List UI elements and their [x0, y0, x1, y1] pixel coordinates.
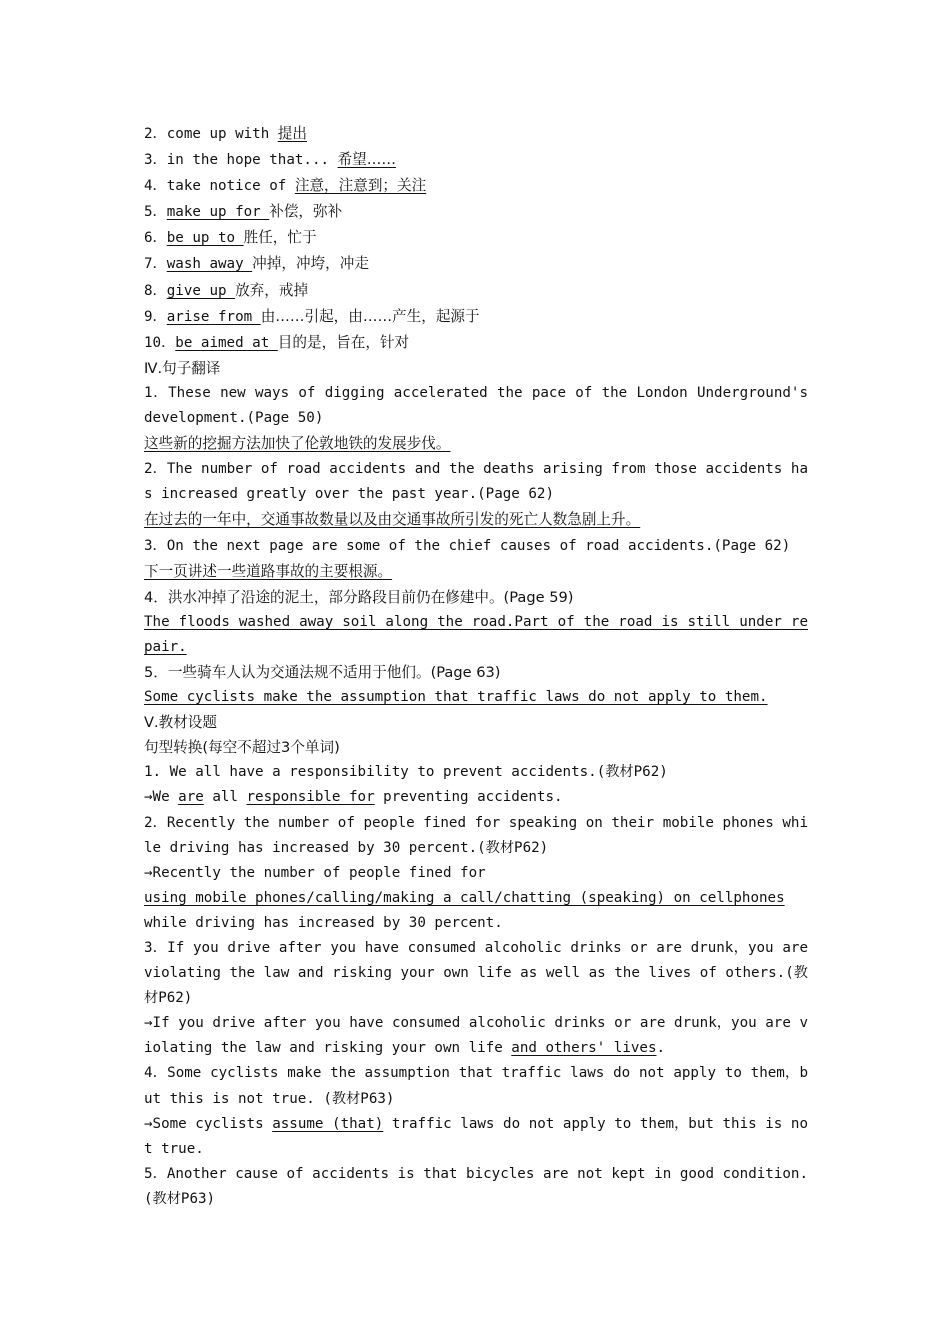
phrase-answer: wash away	[166, 256, 253, 273]
phrase-answer: arise from	[166, 308, 261, 325]
phrase-answer: give up	[166, 282, 236, 299]
rewrite-question: 2．Recently the number of people fined for speaking on their mobile phones while driving has increased by 30 percent.(教材P62)	[144, 814, 808, 856]
translation-answer: The floods washed away soil along the road.Part of the road is still under repair.	[144, 613, 808, 655]
section-heading: Ⅴ.教材设题	[144, 714, 217, 732]
document-page	[144, 121, 808, 1212]
answer-blank: using mobile phones/calling/making a call/chatting (speaking) on cellphones	[144, 889, 785, 906]
rewrite-answer: →We are all responsible for preventing accidents.	[144, 789, 563, 806]
rewrite-answer: →If you drive after you have consumed alcoholic drinks or are drunk，you are violating the law and risking your own life and others' lives.	[144, 1015, 808, 1057]
phrase-answer: 注意，注意到；关注	[294, 177, 427, 195]
answer-blank: and others' lives	[511, 1040, 657, 1057]
phrase-answer: make up for	[166, 204, 270, 221]
translation-question: 5．一些骑车人认为交通法规不适用于他们。(Page 63)	[144, 663, 501, 681]
phrase-item: 9．arise from 由……引起，由……产生，起源于	[144, 307, 480, 325]
translation-question: 4．洪水冲掉了沿途的泥土，部分路段目前仍在修建中。(Page 59)	[144, 588, 574, 606]
answer-blank: are	[178, 789, 204, 806]
rewrite-question: 3．If you drive after you have consumed alcoholic drinks or are drunk，you are violating the law and risking your own life as well as the lives of others.(教材P62)	[144, 940, 808, 1007]
translation-answer: 这些新的挖掘方法加快了伦敦地铁的发展步伐。	[144, 435, 451, 453]
rewrite-question: 1. We all have a responsibility to prevent accidents.(教材P62)	[144, 764, 668, 781]
phrase-item: 2．come up with 提出	[144, 125, 307, 142]
section-heading: Ⅳ.句子翻译	[144, 359, 221, 377]
phrase-item: 7．wash away 冲掉，冲垮，冲走	[144, 255, 369, 273]
rewrite-answer-tail: while driving has increased by 30 percent.	[144, 914, 503, 931]
phrase-answer: 提出	[277, 125, 307, 142]
translation-answer: Some cyclists make the assumption that traffic laws do not apply to them.	[144, 689, 768, 706]
rewrite-answer: →Some cyclists assume (that) traffic laws do not apply to them，but this is not true.	[144, 1115, 809, 1157]
translation-question: 1．These new ways of digging accelerated the pace of the London Underground's development.(Page 50)	[144, 384, 808, 427]
phrase-item: 8．give up 放弃，戒掉	[144, 281, 309, 299]
translation-question: 3．On the next page are some of the chief causes of road accidents.(Page 62)	[144, 537, 791, 554]
rewrite-question: 5．Another cause of accidents is that bicycles are not kept in good condition.(教材P63)	[144, 1165, 808, 1207]
phrase-item: 10．be aimed at 目的是，旨在，针对	[144, 333, 410, 351]
phrase-item: 3．in the hope that... 希望……	[144, 151, 396, 169]
translation-question: 2．The number of road accidents and the deaths arising from those accidents has increased greatly over the past year.(Page 62)	[144, 461, 808, 503]
phrase-item: 6．be up to 胜任，忙于	[144, 229, 317, 247]
phrase-item: 5．make up for 补偿，弥补	[144, 203, 343, 221]
phrase-answer: be aimed at	[175, 334, 278, 351]
answer-blank: assume (that)	[272, 1115, 384, 1132]
translation-answer: 下一页讲述一些道路事故的主要根源。	[144, 562, 393, 580]
answer-blank: responsible for	[246, 789, 375, 806]
phrase-item: 4．take notice of 注意，注意到；关注	[144, 177, 427, 195]
rewrite-question: 4．Some cyclists make the assumption that traffic laws do not apply to them，but this is not true. (教材P63)	[144, 1065, 808, 1107]
phrase-answer: 希望……	[337, 151, 396, 169]
phrase-answer: be up to	[166, 230, 244, 247]
translation-answer: 在过去的一年中，交通事故数量以及由交通事故所引发的死亡人数急剧上升。	[144, 511, 641, 529]
section-subheading: 句型转换(每空不超过3个单词)	[144, 739, 340, 757]
rewrite-answer-lead: →Recently the number of people fined for	[144, 864, 486, 881]
